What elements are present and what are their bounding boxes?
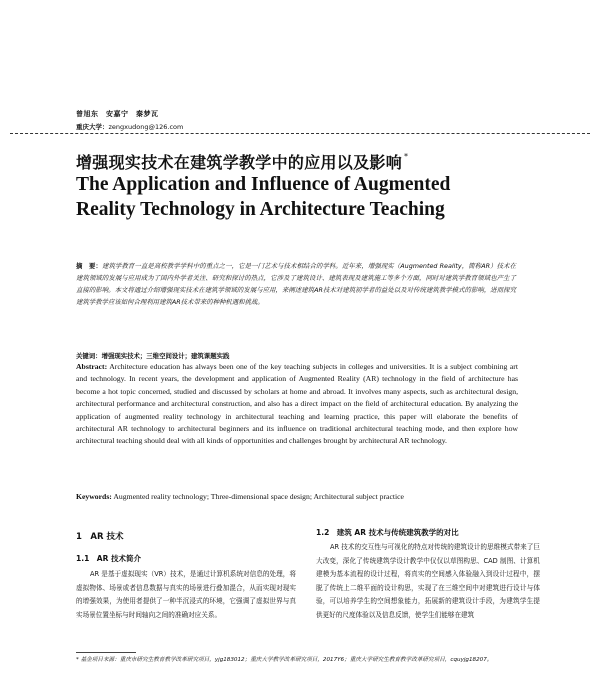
keywords-english-text: Augmented reality technology; Three-dimensional space design; Architectural subject practice — [113, 492, 404, 501]
funding-footnote: * 基金项目来源：重庆市研究生教育教学改革研究项目，yjg183012；重庆大学教学改革研究项目，2017Y6；重庆大学研究生教育教学改革研究项目，cquyjg18207。 — [76, 657, 493, 663]
author-email[interactable]: zengxudong@126.com — [108, 123, 184, 131]
keywords-chinese — [76, 351, 516, 360]
section-1-2-paragraph: AR 技术的交互性与可视化的特点对传统的建筑设计的思维模式带来了巨大改变，深化了传统建筑学设计教学中仅仅以草图构思、CAD 制图、计算机建模为基本流程的设计过程，将真实的空间感入体验融入到设计过程中，摆脱了传统上二维平面的设计构思，实现了在三维空间中对建筑进行设计与体验，可以培养学生的空间想象能力，拓展新的建筑设计手段，为建筑学生提供更好的尺度体验以及信息反馈，使学生们能够在建筑 — [316, 543, 540, 619]
section-1-1-heading: 1.1 AR 技术简介 — [76, 554, 141, 563]
section-1-2-heading: 1.2 建筑 AR 技术与传统建筑教学的对比 — [316, 528, 459, 537]
section-1-1-paragraph: AR 是基于虚拟现实（VR）技术，是通过计算机系统对信息的处理，将虚拟物体、场景或者信息数据与真实的场景进行叠加混合，从而实现对现实的增强效果，为使用者提供了一种半沉浸式的环境，它强调了虚拟世界与真实场景位置坐标与时间轴向之间的准确对应关系。 — [76, 570, 296, 619]
abstract-english-text: Architecture education has always been one of the key teaching subjects in colleges and universities. It is a subject combining art and technology. In recent years, the development and application of Augmented Reality (AR) technology in the field of architecture has become a hot topic concerned, studied and discussed by scholars at home and abroad. It involves many aspects, such as architectural design, architectural performance and architectural construction, and also has a direct impact on the field of architectural education. By analyzing the application of augmented reality technology in architectural teaching and learning practice, this paper will elaborate the benefits of architectural AR technology to architectural beginners and its influence on traditional architectural teaching mode, and then explore how architectural teaching should deal with all kinds of opportunities and challenges brought by architectural AR technology. — [76, 362, 518, 446]
affiliation-name: 重庆大学： — [76, 123, 109, 131]
left-column — [76, 530, 296, 622]
title-chinese — [76, 150, 408, 173]
abstract-english-label: Abstract: — [76, 362, 108, 371]
author-affiliation — [76, 122, 183, 131]
title-english-line-1: The Application and Influence of Augmented — [76, 174, 451, 195]
abstract-chinese-text: 建筑学教育一直是高校教学学科中的重点之一，它是一门艺术与技术相结合的学科。近年来，增强现实（Augmented Reality，简称AR）技术在建筑领域的发展与应用成为了国内外学者关注、研究和探讨的热点，它涉及了建筑设计、建筑表现及建筑施工等多个方面，同时对建筑学教育领域也产生了直接的影响。本文将通过介绍增强现实技术在建筑学领域的发展与应用，来阐述建筑AR技术对建筑初学者的益处以及对传统建筑教学模式的影响，进而探究建筑学教学应该如何合理利用建筑AR技术带来的种种机遇和挑战。 — [76, 262, 517, 306]
keywords-chinese-text: 增强现实技术；三维空间设计；建筑课题实践 — [101, 352, 230, 360]
title-english — [76, 172, 450, 222]
abstract-english — [76, 361, 518, 448]
author-names: 曾旭东 安嘉宁 秦梦瓦 — [76, 110, 159, 118]
title-english-line-2: Reality Technology in Architecture Teaching — [76, 199, 445, 220]
keywords-english-label: Keywords: — [76, 492, 112, 501]
abstract-chinese — [76, 260, 516, 308]
title-footnote-mark: * — [404, 152, 409, 161]
section-1-heading: 1 AR 技术 — [76, 532, 124, 542]
right-column — [316, 527, 540, 623]
keywords-english — [76, 492, 518, 501]
title-chinese-text: 增强现实技术在建筑学教学中的应用以及影响 — [76, 153, 403, 172]
header-divider — [10, 133, 590, 134]
keywords-chinese-label: 关键词： — [76, 352, 102, 360]
abstract-chinese-label: 摘 要： — [76, 262, 102, 270]
footnote-divider — [76, 652, 136, 653]
